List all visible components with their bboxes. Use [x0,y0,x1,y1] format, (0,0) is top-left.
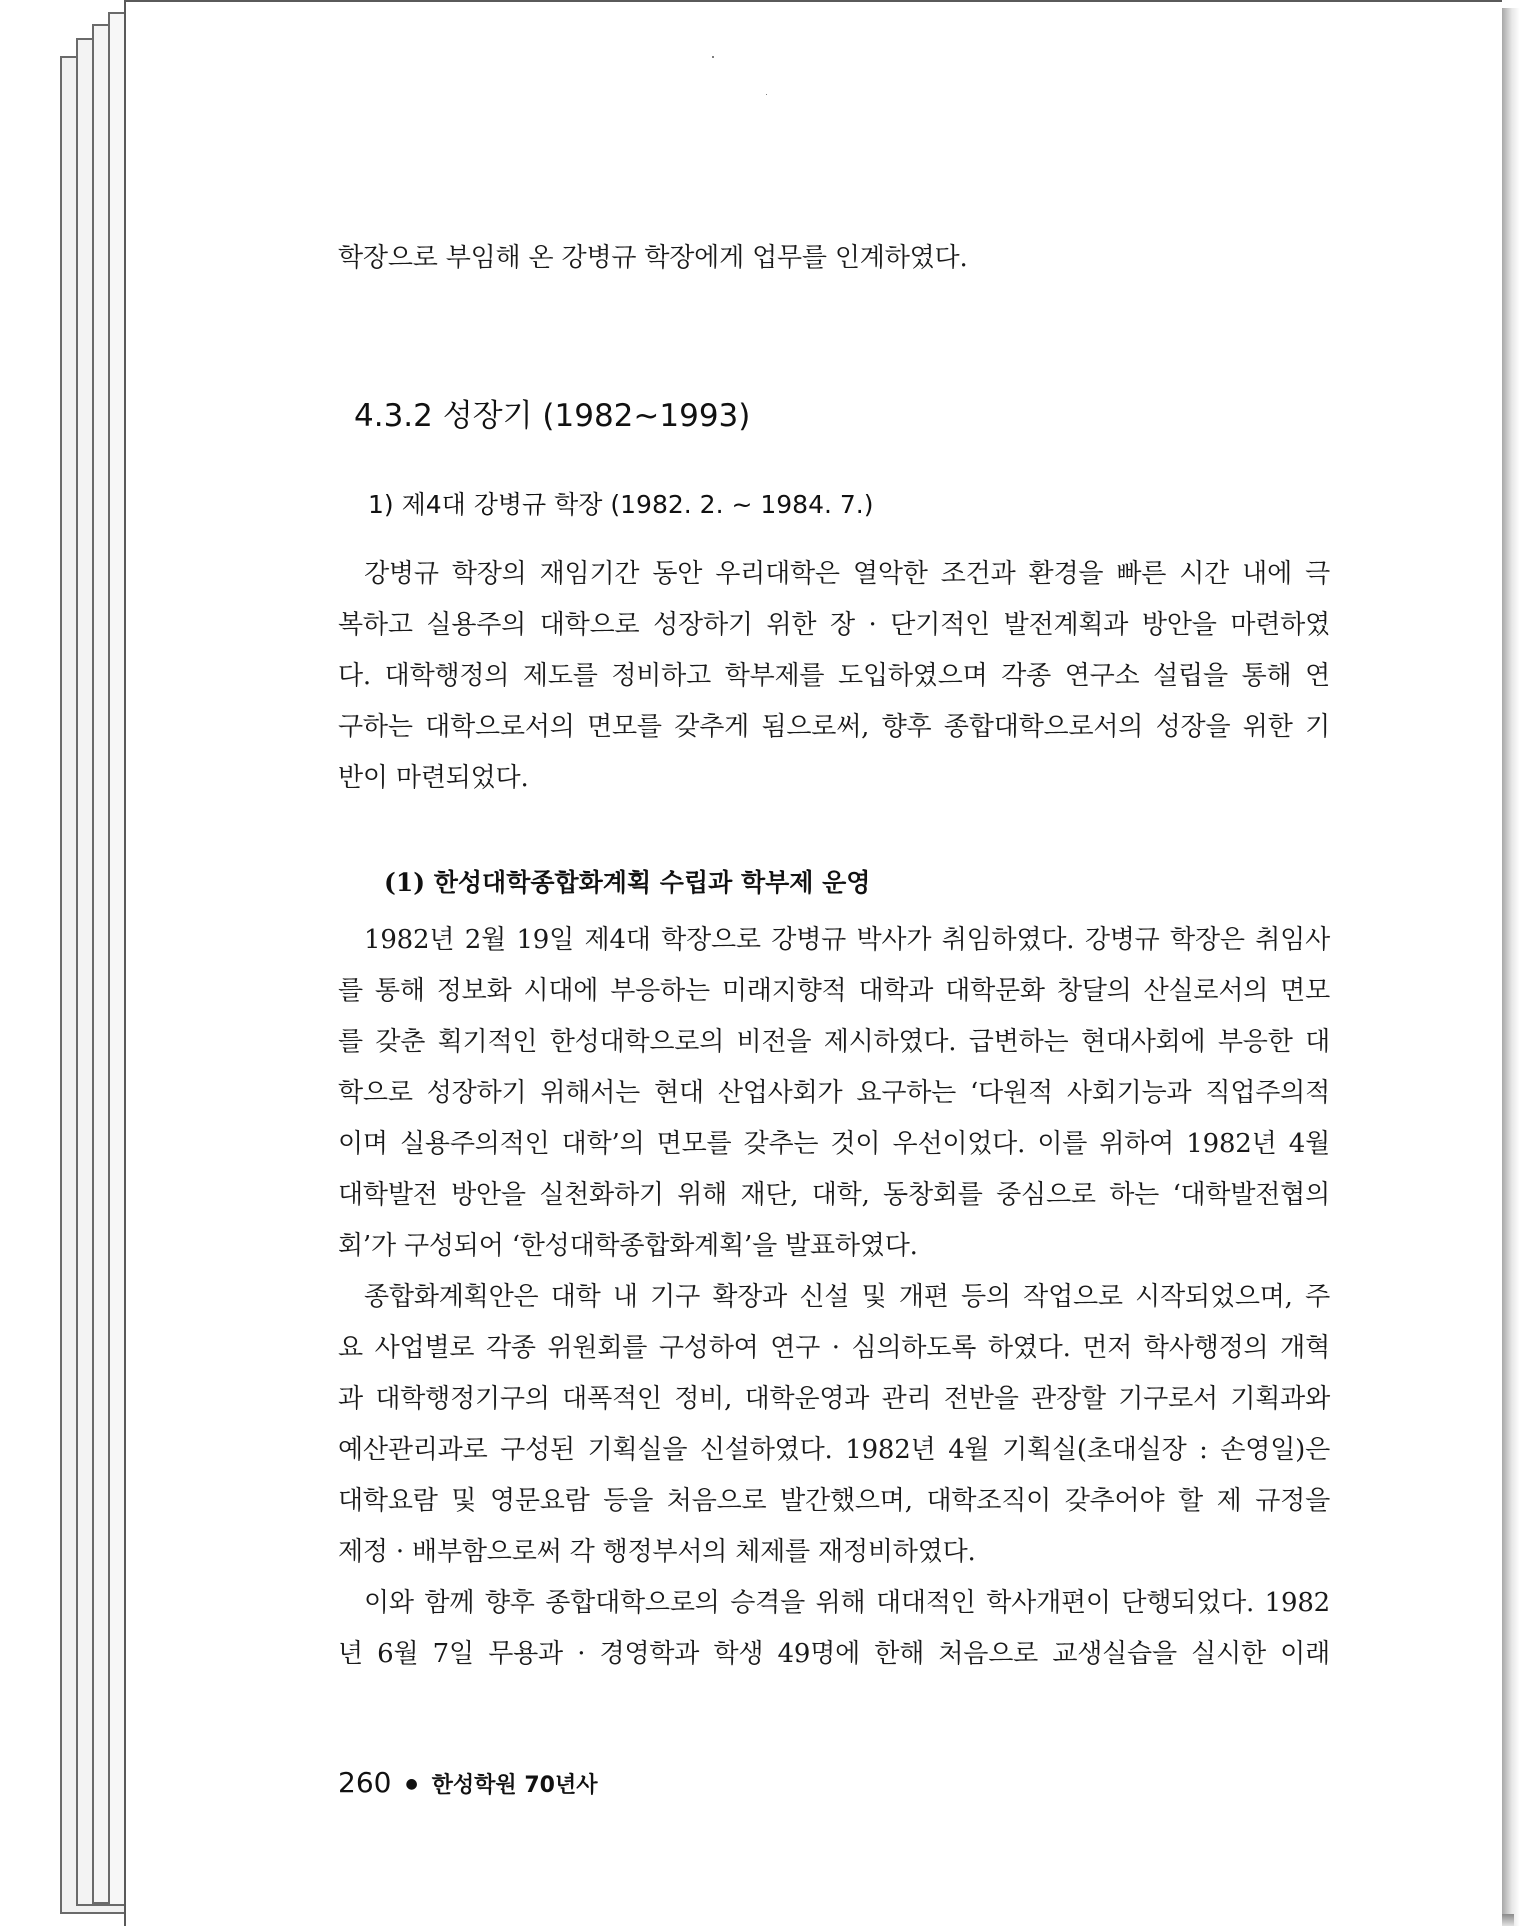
text-line: 대학요람 및 영문요람 등을 처음으로 발간했으며, 대학조직이 갖추어야 할 제 규정을 [338,1486,1330,1516]
lead-line: 학장으로 부임해 온 강병규 학장에게 업무를 인계하였다. [338,243,968,273]
text-line: 제정 · 배부함으로써 각 행정부서의 체제를 재정비하였다. [338,1537,976,1567]
text-line: 년 6월 7일 무용과 · 경영학과 학생 49명에 한해 처음으로 교생실습을 실시한 이래 [338,1639,1330,1669]
text-line: 1982년 2월 19일 제4대 학장으로 강병규 박사가 취임하였다. 강병규 학장은 취임사 [364,925,1330,955]
text-line: 예산관리과로 구성된 기획실을 신설하였다. 1982년 4월 기획실(초대실장 : 손영일)은 [338,1435,1330,1465]
text-line: 복하고 실용주의 대학으로 성장하기 위한 장 · 단기적인 발전계획과 방안을 마련하였 [338,610,1330,640]
page-right-shadow [1500,8,1520,1926]
page-number: 260 [338,1766,392,1799]
text-line: 를 통해 정보화 시대에 부응하는 미래지향적 대학과 대학문화 창달의 산실로서의 면모 [338,976,1330,1006]
text-line: 요 사업별로 각종 위원회를 구성하여 연구 · 심의하도록 하였다. 먼저 학사행정의 개혁 [338,1333,1330,1363]
text-line: 다. 대학행정의 제도를 정비하고 학부제를 도입하였으며 각종 연구소 설립을 통해 연 [338,661,1330,691]
text-line: 반이 마련되었다. [338,763,529,793]
book-title: 한성학원 70년사 [431,1773,598,1798]
text-line: 과 대학행정기구의 대폭적인 정비, 대학운영과 관리 전반을 관장할 기구로서 기획과와 [338,1384,1330,1414]
text-line: 학으로 성장하기 위해서는 현대 산업사회가 요구하는 ‘다원적 사회기능과 직업주의적 [338,1078,1330,1108]
text-line: 구하는 대학으로서의 면모를 갖추게 됨으로써, 향후 종합대학으로서의 성장을 위한 기 [338,712,1330,742]
text-line: 강병규 학장의 재임기간 동안 우리대학은 열악한 조건과 환경을 빠른 시간 내에 극 [364,559,1330,589]
page-footer [338,1766,597,1799]
sub3-title: (1) 한성대학종합화계획 수립과 학부제 운영 [384,868,871,897]
text-line: 이와 함께 향후 종합대학으로의 승격을 위해 대대적인 학사개편이 단행되었다. 1982 [364,1588,1330,1618]
text-line: 를 갖춘 획기적인 한성대학으로의 비전을 제시하였다. 급변하는 현대사회에 부응한 대 [338,1027,1330,1057]
footer-bullet: ● [405,1776,418,1792]
subsection-title: 1) 제4대 강병규 학장 (1982. 2. ~ 1984. 7.) [368,490,874,519]
scan-speck [712,56,714,58]
scan-speck [766,94,767,95]
section-title: 4.3.2 성장기 (1982~1993) [354,398,751,434]
text-line: 종합화계획안은 대학 내 기구 확장과 신설 및 개편 등의 작업으로 시작되었으며, 주 [364,1282,1330,1312]
text-line: 이며 실용주의적인 대학’의 면모를 갖추는 것이 우선이었다. 이를 위하여 1982년 4월 [338,1129,1330,1159]
text-line: 회’가 구성되어 ‘한성대학종합화계획’을 발표하였다. [338,1231,918,1261]
text-line: 대학발전 방안을 실천화하기 위해 재단, 대학, 동창회를 중심으로 하는 ‘대학발전협의 [338,1180,1330,1210]
